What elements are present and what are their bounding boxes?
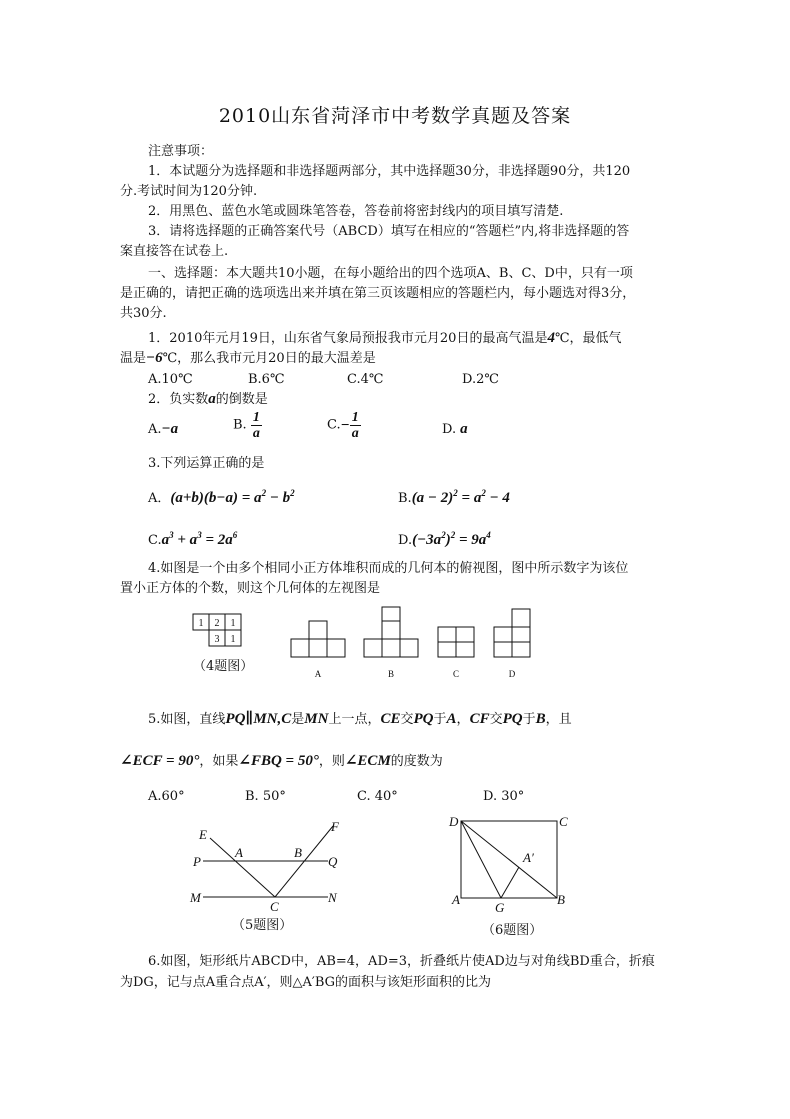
q2-stem-text-end: 的倒数是 [215, 392, 268, 407]
q5-math: MN [304, 711, 329, 727]
section1-line3: 共30分. [120, 306, 167, 321]
label-c: C [270, 899, 279, 914]
q6-line1: 6.如图，矩形纸片ABCD中，AB=4，AD=3，折叠纸片使AD边与对角线BD重合，折痕 [148, 954, 655, 969]
notice-item3-line2: 案直接答在试卷上. [120, 244, 229, 259]
q1-high-temp: 4 [547, 330, 555, 346]
grid-number: 1 [230, 634, 236, 645]
q1-line1-text-end: ℃，最低气 [554, 331, 622, 346]
q5-math: PQ∥MN [225, 711, 278, 727]
q5-text: ，如果 [199, 754, 239, 769]
q2-variable: a [208, 391, 216, 407]
q5-math: B [535, 711, 546, 727]
q1-line1-text: 1．2010年元月19日，山东省气象局预报我市元月20日的最高气温是 [148, 331, 548, 346]
q5-math: A [446, 711, 457, 727]
q4-choice-b-figure [364, 607, 418, 657]
q5-math: PQ [502, 711, 523, 727]
q5-math: CE [380, 711, 401, 727]
q2-option-a-expr: −a [161, 421, 179, 437]
q1-low-temp: −6 [146, 350, 163, 366]
label-p: P [193, 854, 201, 869]
label-a: A [452, 892, 460, 907]
q5-option-a: A.60° [148, 789, 185, 804]
q3-stem: 3.下列运算正确的是 [148, 456, 265, 471]
q5-math: , [277, 711, 282, 727]
section1-line2: 是正确的，请把正确的选项选出来并填在第三页该题相应的答题栏内，每小题选对得3分， [120, 286, 636, 301]
notice-item1-line1: 1．本试题分为选择题和非选择题两部分，其中选择题30分，非选择题90分，共120 [148, 164, 631, 179]
q5-figure [203, 826, 333, 897]
grid-number: 1 [198, 618, 204, 629]
q5-line2 [120, 752, 443, 771]
q5-text: 上一点， [328, 712, 381, 727]
page-title: 2010山东省菏泽市中考数学真题及答案 [218, 105, 572, 127]
q3-option-b-label: B. [398, 491, 412, 506]
q5-math: ∠ECM [344, 753, 391, 769]
q2-option-d-label: D. [442, 422, 457, 437]
q4-choice-a-figure [291, 621, 345, 657]
q5-option-c: C. 40° [357, 789, 398, 804]
q3-option-a-expr: $(a+b)(b-a) = a^2 - b^2$ [170, 488, 295, 506]
q5-line1 [148, 710, 572, 729]
q5-caption: （5题图） [232, 918, 293, 933]
q2-stem-text: 2．负实数 [148, 392, 209, 407]
fraction-denominator: a [351, 426, 359, 441]
q2-option-a-label: A. [148, 422, 162, 437]
label-g: G [495, 900, 505, 915]
q4-choice-label-b: B [387, 669, 395, 679]
q5-text: 交 [400, 712, 414, 727]
q5-option-d: D. 30° [483, 789, 525, 804]
q2-option-c-label: C. [327, 417, 341, 433]
q5-text: 是 [291, 712, 305, 727]
q4-choice-label-d: D [508, 669, 516, 679]
q1-option-c: C.4℃ [347, 372, 384, 387]
notice-heading: 注意事项： [148, 144, 214, 159]
q4-line2: 置小正方体的个数，则这个几何体的左视图是 [120, 581, 381, 596]
fraction-numerator: 1 [351, 410, 359, 425]
grid-number: 1 [230, 618, 236, 629]
q5-text: 5.如图，直线 [148, 712, 226, 727]
q4-choice-label-a: A [314, 669, 322, 679]
q4-caption: （4题图） [193, 659, 254, 674]
q5-labels [189, 819, 340, 914]
label-n: N [328, 890, 337, 905]
notice-item3-line1: 3．请将选择题的正确答案代号（ABCD）填写在相应的“答题栏”内,将非选择题的答 [148, 224, 630, 239]
q5-math: ∠ECF = 90° [120, 753, 200, 769]
q3-option-c-expr: $a^3 + a^3 = 2a^6$ [161, 530, 238, 548]
label-a-prime: A′ [523, 850, 534, 865]
q5-text: 于 [433, 712, 447, 727]
q5-option-b: B. 50° [245, 789, 286, 804]
q5-math: CF [469, 711, 490, 727]
q3-option-c-label: C. [148, 533, 162, 548]
q1-option-d: D.2℃ [462, 372, 499, 387]
q6-caption: （6题图） [482, 923, 543, 938]
q2-option-c-sign: − [340, 417, 350, 434]
label-d: D [449, 814, 459, 829]
q5-text: 的度数为 [390, 754, 443, 769]
q2-option-b-label: B. [233, 417, 247, 433]
q4-line1: 4.如图是一个由多个相同小正方体堆积而成的几何本的俯视图，图中所示数字为该位 [148, 561, 629, 576]
q3-option-d-expr: $(-3a^2)^2 = 9a^4$ [412, 530, 491, 548]
label-b: B [294, 845, 302, 860]
q3-option-a-label: A． [148, 491, 171, 506]
q5-text: 交 [489, 712, 503, 727]
section1-line1: 一、选择题：本大题共10小题，在每小题给出的四个选项A、B、C、D中，只有一项 [148, 266, 633, 281]
q3-option-d-label: D. [398, 533, 413, 548]
q5-text: ， [456, 712, 470, 727]
notice-item1-line2: 分.考试时间为120分钟. [120, 184, 258, 199]
notice-item2: 2．用黑色、蓝色水笔或圆珠笔答卷，答卷前将密封线内的项目填写清楚. [148, 204, 564, 219]
grid-number: 2 [214, 618, 220, 629]
q5-text: ，且 [545, 712, 572, 727]
q6-figure [461, 821, 557, 898]
q2-option-d-expr: a [460, 421, 468, 437]
label-m: M [190, 890, 201, 905]
q6-labels [448, 814, 568, 915]
q5-math: C [281, 711, 292, 727]
fraction-numerator: 1 [252, 410, 260, 425]
q4-choice-c-figure [438, 627, 474, 657]
q5-text: 于 [522, 712, 536, 727]
q4-choice-d-figure [494, 609, 530, 657]
label-b: B [557, 892, 565, 907]
label-q: Q [328, 854, 338, 869]
label-f: F [331, 819, 339, 834]
q3-option-b-expr: $(a - 2)^2 = a^2 - 4$ [411, 488, 510, 506]
q4-choice-label-c: C [452, 669, 460, 679]
label-c: C [559, 814, 568, 829]
q6-line2: 为DG，记与点A重合点A′，则△A′BG的面积与该矩形面积的比为 [120, 975, 492, 990]
q1-line2-text: 温是 [120, 351, 147, 366]
q5-text: ，则 [318, 754, 345, 769]
label-e: E [199, 827, 207, 842]
grid-number: 3 [214, 634, 220, 645]
label-a: A [235, 845, 243, 860]
q5-math: PQ [413, 711, 434, 727]
q1-option-a: A.10℃ [148, 372, 193, 387]
q1-line2-text-end: ℃，那么我市元月20日的最大温差是 [162, 351, 376, 366]
q5-math: ∠FBQ = 50° [238, 753, 319, 769]
fraction-denominator: a [252, 426, 260, 441]
q1-option-b: B.6℃ [248, 372, 285, 387]
